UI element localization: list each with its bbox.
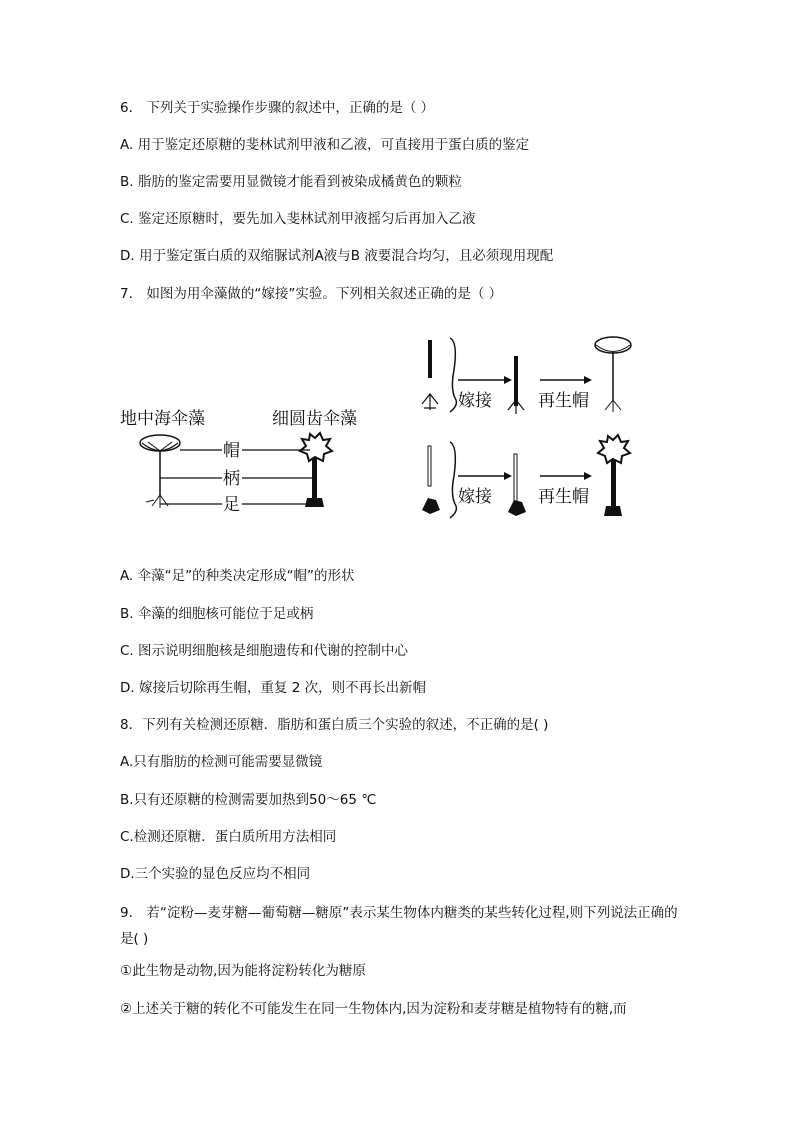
question-7-option-a: A. 伞藻“足”的种类决定形成“帽”的形状 (120, 568, 355, 584)
question-9-item-2: ②上述关于糖的转化不可能发生在同一生物体内,因为淀粉和麦芽糖是植物特有的糖,而 (120, 1001, 627, 1017)
question-6-option-d: D. 用于鉴定蛋白质的双缩脲试剂A液与B 液要混合均匀，且必须现用现配 (120, 248, 554, 264)
label-stalk: 柄 (223, 469, 240, 489)
label-crenulata-acetabularia: 细圆齿伞藻 (272, 409, 357, 429)
question-8-stem: 8．下列有关检测还原糖．脂肪和蛋白质三个实验的叙述，不正确的是( ) (120, 717, 549, 733)
label-foot: 足 (223, 495, 240, 515)
label-mediterranean-acetabularia: 地中海伞藻 (120, 409, 205, 429)
crenulata-alga-icon (300, 433, 332, 507)
question-8-option-b: B.只有还原糖的检测需要加热到50～65 ℃ (120, 792, 377, 808)
question-7-option-b: B. 伞藻的细胞核可能位于足或柄 (120, 606, 314, 622)
question-9-item-1: ①此生物是动物,因为能将淀粉转化为糖原 (120, 963, 366, 979)
label-graft-bottom: 嫁接 (458, 487, 492, 507)
question-9-stem: 9． 若“淀粉—麦芽糖—葡萄糖—糖原”表示某生物体内糖类的某些转化过程,则下列说法正确的是( ) (120, 905, 678, 947)
mediterranean-alga-icon (140, 435, 180, 508)
question-7-option-d: D. 嫁接后切除再生帽，重复 2 次，则不再长出新帽 (120, 680, 427, 696)
question-6-option-c: C. 鉴定还原糖时，要先加入斐林试剂甲液摇匀后再加入乙液 (120, 211, 476, 227)
bottom-graft-row (422, 435, 630, 518)
question-7-option-c: C. 图示说明细胞核是细胞遗传和代谢的控制中心 (120, 643, 409, 659)
question-6-option-a: A. 用于鉴定还原糖的斐林试剂甲液和乙液，可直接用于蛋白质的鉴定 (120, 137, 530, 153)
question-8-option-c: C.检测还原糖．蛋白质所用方法相同 (120, 829, 337, 845)
question-6-option-b: B. 脂肪的鉴定需要用显微镜才能看到被染成橘黄色的颗粒 (120, 174, 462, 190)
label-cap: 帽 (223, 441, 240, 461)
question-7-stem: 7． 如图为用伞藻做的“嫁接”实验。下列相关叙述正确的是（ ） (120, 286, 503, 302)
question-8-option-d: D.三个实验的显色反应均不相同 (120, 866, 311, 882)
label-graft-top: 嫁接 (458, 391, 492, 411)
top-graft-row (422, 337, 631, 414)
question-6-stem: 6． 下列关于实验操作步骤的叙述中，正确的是（ ） (120, 100, 435, 116)
label-regenerated-cap-top: 再生帽 (538, 391, 589, 411)
label-regenerated-cap-bottom: 再生帽 (538, 487, 589, 507)
grafting-figure (110, 330, 650, 530)
question-8-option-a: A.只有脂肪的检测可能需要显微镜 (120, 754, 323, 770)
